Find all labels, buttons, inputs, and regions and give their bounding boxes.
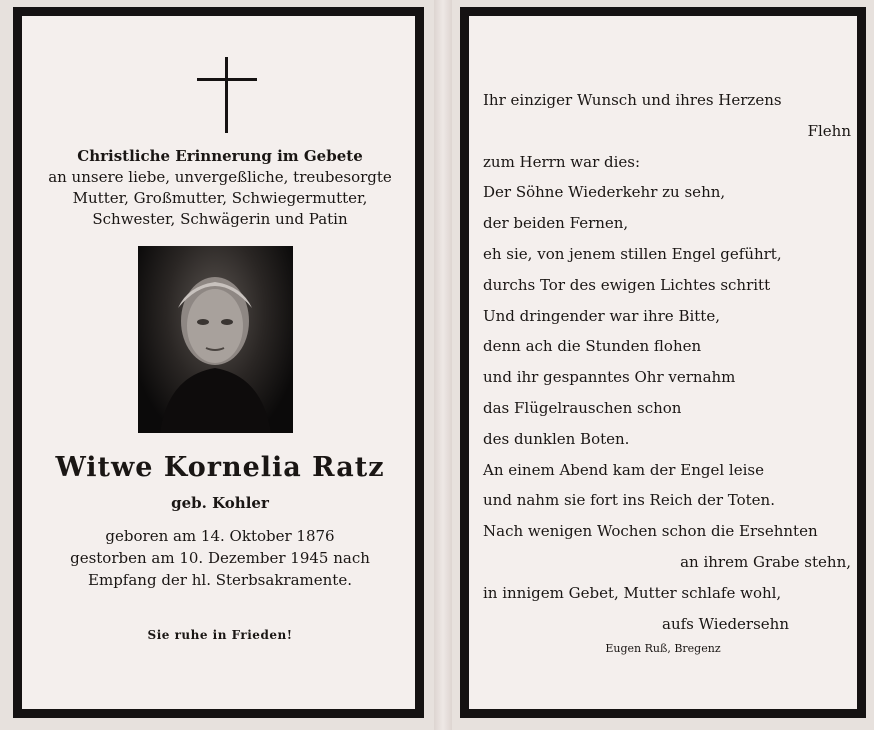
poem-line: und nahm sie fort ins Reich der Toten. (483, 491, 775, 510)
poem-line: an ihrem Grabe stehn, (680, 552, 851, 571)
cross-icon (197, 57, 257, 133)
deceased-name: Witwe Kornelia Ratz (55, 452, 385, 483)
poem-line: Nach wenigen Wochen schon die Ersehnten (483, 522, 818, 541)
poem-line: der beiden Fernen, (483, 214, 629, 233)
poem-line: Ihr einziger Wunsch und ihres Herzens (483, 91, 782, 109)
poem-line: des dunklen Boten. (483, 429, 630, 448)
card-fold (434, 0, 452, 730)
intro-text (40, 146, 400, 230)
printer-credit: Eugen Ruß, Bregenz (605, 642, 721, 655)
poem-line: Der Söhne Wiederkehr zu sehn, (483, 183, 726, 202)
poem-line: zum Herrn war dies: (483, 152, 641, 171)
poem-line: durchs Tor des ewigen Lichtes schritt (483, 275, 771, 294)
poem-line: und ihr gespanntes Ohr vernahm (483, 368, 736, 387)
birth-date: geboren am 14. Oktober 1876 (105, 527, 335, 545)
poem-line: in innigem Gebet, Mutter schlafe wohl, (483, 583, 782, 602)
maiden-name: geb. Kohler (171, 494, 269, 512)
poem (483, 85, 851, 639)
sacraments-line: Empfang der hl. Sterbsakramente. (88, 571, 352, 589)
poem-line: das Flügelrauschen schon (483, 398, 682, 417)
poem-line: An einem Abend kam der Engel leise (483, 460, 764, 479)
closing-blessing: Sie ruhe in Frieden! (147, 628, 293, 642)
intro-heading: Christliche Erinnerung im Gebete (77, 147, 363, 165)
intro-line: an unsere liebe, unvergeßliche, treubesorgte (48, 168, 392, 186)
poem-line: eh sie, von jenem stillen Engel geführt, (483, 244, 782, 263)
life-dates (30, 525, 410, 591)
poem-line: Und dringender war ihre Bitte, (483, 306, 720, 325)
poem-line: denn ach die Stunden flohen (483, 337, 702, 356)
intro-line: Schwester, Schwägerin und Patin (92, 210, 348, 228)
poem-line: Flehn (807, 121, 851, 140)
poem-line: aufs Wiedersehn (662, 614, 789, 633)
intro-line: Mutter, Großmutter, Schwiegermutter, (72, 189, 368, 207)
death-date: gestorben am 10. Dezember 1945 nach (70, 549, 370, 567)
portrait-photo (138, 246, 293, 433)
